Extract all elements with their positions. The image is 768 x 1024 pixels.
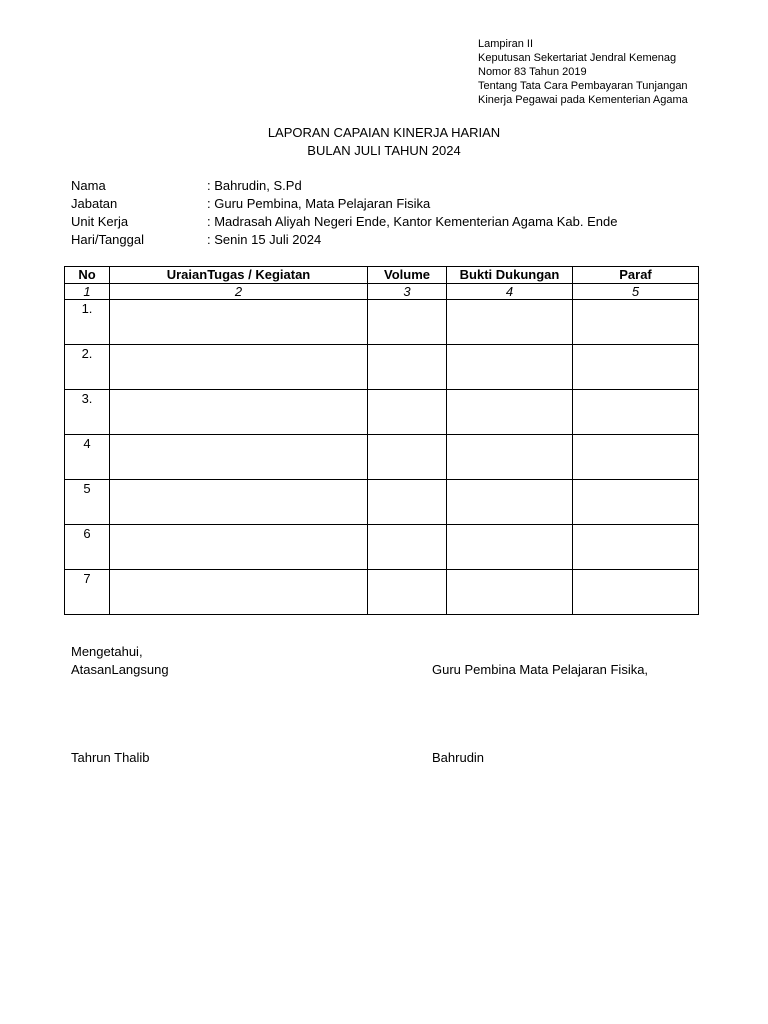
date-label: Hari/Tanggal xyxy=(71,232,144,247)
volume-cell xyxy=(368,435,447,480)
table-row xyxy=(65,570,699,615)
table-row xyxy=(65,300,699,345)
supervisor-label: AtasanLangsung xyxy=(71,662,169,677)
column-number-row xyxy=(65,284,699,300)
row-number: 4 xyxy=(65,435,110,480)
attachment-line: Keputusan Sekertariat Jendral Kemenag xyxy=(478,52,677,64)
task-cell xyxy=(110,390,368,435)
table-row xyxy=(65,345,699,390)
row-number: 6 xyxy=(65,525,110,570)
evidence-cell xyxy=(447,480,573,525)
volume-cell xyxy=(368,345,447,390)
teacher-title: Guru Pembina Mata Pelajaran Fisika, xyxy=(432,662,649,677)
signature-cell xyxy=(573,570,699,615)
signature-cell xyxy=(573,390,699,435)
position-value: : Guru Pembina, Mata Pelajaran Fisika xyxy=(207,196,431,211)
signature-cell xyxy=(573,345,699,390)
table-row xyxy=(65,525,699,570)
column-number: 3 xyxy=(368,284,447,300)
attachment-line: Kinerja Pegawai pada Kementerian Agama xyxy=(478,94,688,106)
signature-cell xyxy=(573,435,699,480)
info-row-position xyxy=(71,195,617,213)
teacher-name: Bahrudin xyxy=(432,750,485,765)
unit-value: : Madrasah Aliyah Negeri Ende, Kantor Kementerian Agama Kab. Ende xyxy=(207,214,618,229)
table-header-row xyxy=(65,267,699,284)
table-row xyxy=(65,435,699,480)
volume-cell xyxy=(368,390,447,435)
report-subtitle: BULAN JULI TAHUN 2024 xyxy=(307,143,461,158)
volume-cell xyxy=(368,570,447,615)
header-volume: Volume xyxy=(368,267,447,284)
employee-info xyxy=(71,177,617,249)
column-number: 4 xyxy=(447,284,573,300)
date-value: : Senin 15 Juli 2024 xyxy=(207,232,322,247)
task-cell xyxy=(110,570,368,615)
evidence-cell xyxy=(447,300,573,345)
row-number: 7 xyxy=(65,570,110,615)
info-row-name xyxy=(71,177,617,195)
task-cell xyxy=(110,345,368,390)
attachment-line: Tentang Tata Cara Pembayaran Tunjangan xyxy=(478,80,688,92)
evidence-cell xyxy=(447,345,573,390)
header-evidence: Bukti Dukungan xyxy=(447,267,573,284)
column-number: 2 xyxy=(110,284,368,300)
name-label: Nama xyxy=(71,178,106,193)
position-label: Jabatan xyxy=(71,196,118,211)
volume-cell xyxy=(368,525,447,570)
info-row-date xyxy=(71,231,617,249)
task-cell xyxy=(110,435,368,480)
volume-cell xyxy=(368,300,447,345)
report-title: LAPORAN CAPAIAN KINERJA HARIAN xyxy=(267,125,501,140)
activity-table xyxy=(64,266,699,615)
table-row xyxy=(65,480,699,525)
column-number: 1 xyxy=(65,284,110,300)
supervisor-name: Tahrun Thalib xyxy=(71,750,150,765)
signature-cell xyxy=(573,525,699,570)
task-cell xyxy=(110,300,368,345)
row-number: 5 xyxy=(65,480,110,525)
attachment-line: Lampiran II xyxy=(478,38,534,50)
task-cell xyxy=(110,480,368,525)
row-number: 2. xyxy=(65,345,110,390)
info-row-unit xyxy=(71,213,617,231)
table-row xyxy=(65,390,699,435)
task-cell xyxy=(110,525,368,570)
evidence-cell xyxy=(447,390,573,435)
acknowledged-label: Mengetahui, xyxy=(71,644,143,659)
column-number: 5 xyxy=(573,284,699,300)
signature-cell xyxy=(573,300,699,345)
header-signature: Paraf xyxy=(573,267,699,284)
evidence-cell xyxy=(447,570,573,615)
row-number: 1. xyxy=(65,300,110,345)
evidence-cell xyxy=(447,435,573,480)
attachment-reference xyxy=(478,37,688,107)
evidence-cell xyxy=(447,525,573,570)
volume-cell xyxy=(368,480,447,525)
unit-label: Unit Kerja xyxy=(71,214,129,229)
attachment-line: Nomor 83 Tahun 2019 xyxy=(478,66,587,78)
name-value: : Bahrudin, S.Pd xyxy=(207,178,302,193)
header-no: No xyxy=(65,267,110,284)
signature-cell xyxy=(573,480,699,525)
row-number: 3. xyxy=(65,390,110,435)
header-task: UraianTugas / Kegiatan xyxy=(110,267,368,284)
